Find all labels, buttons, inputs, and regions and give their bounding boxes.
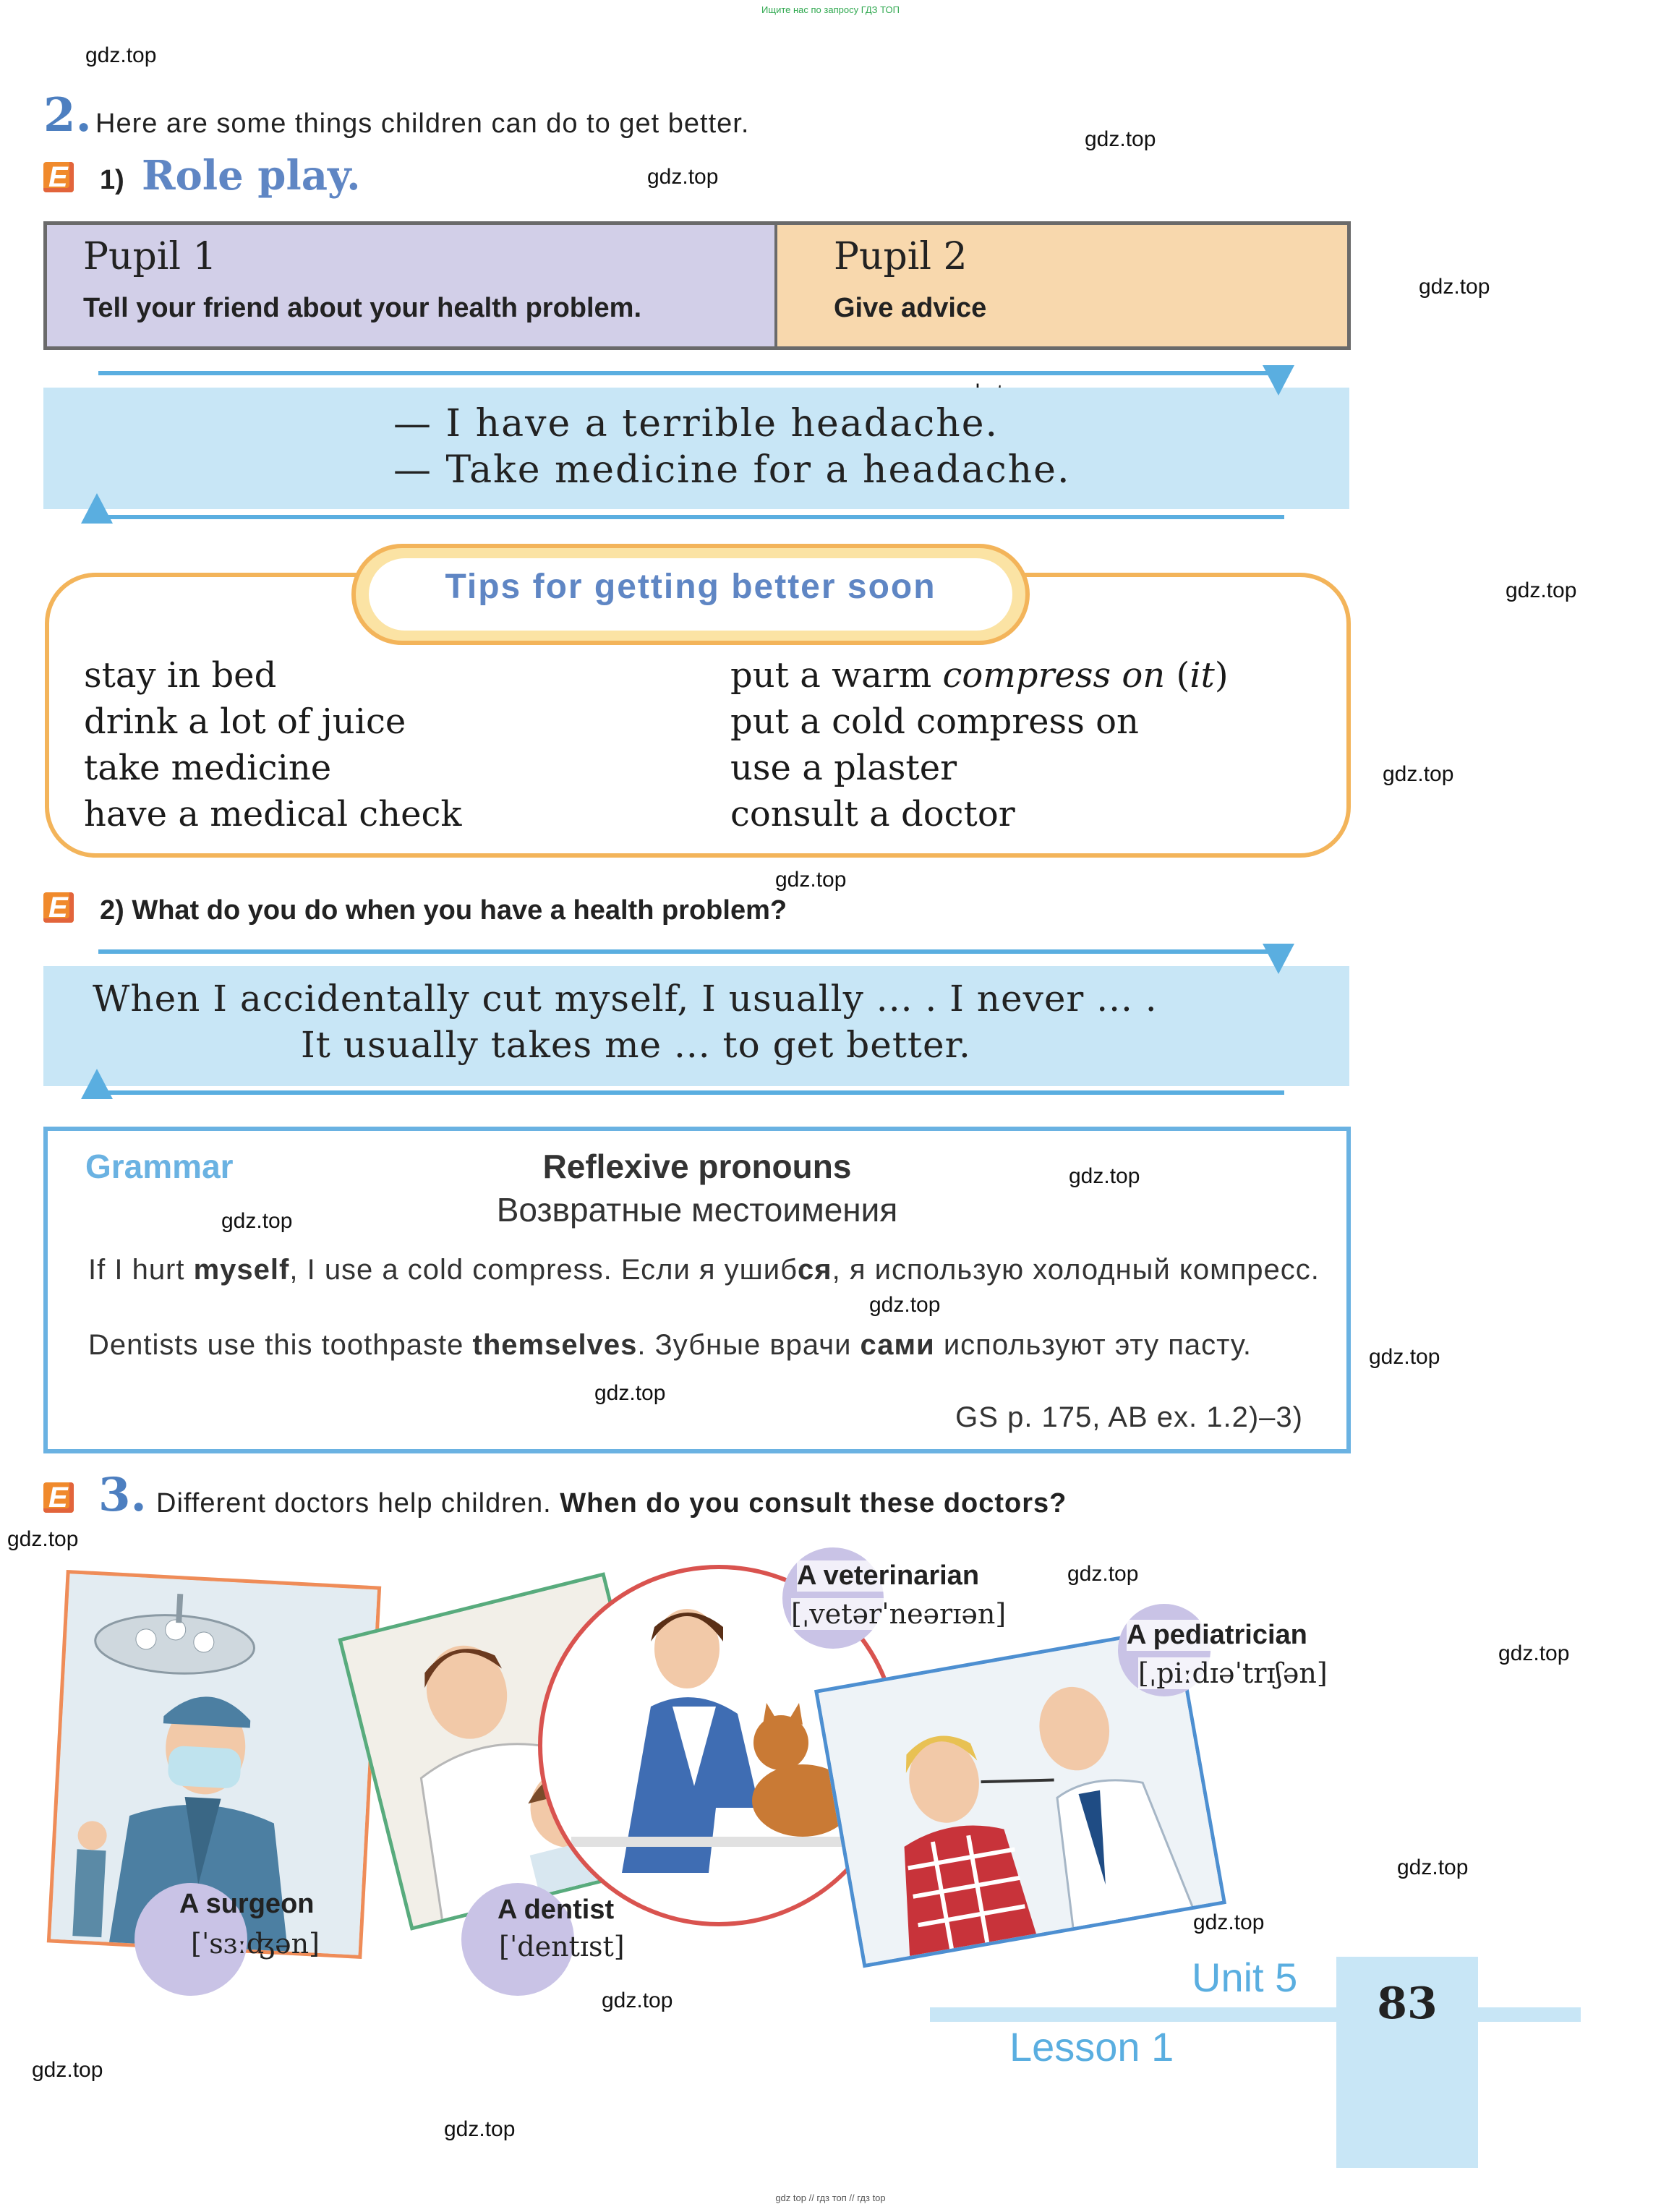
ex1-bold: myself (193, 1254, 290, 1286)
dentist-ipa: [ˈdentɪst] (499, 1931, 625, 1963)
grammar-label: Grammar (85, 1148, 234, 1185)
pupil1-task: Tell your friend about your health problem. (83, 293, 642, 323)
pediatrician-ipa: [ˌpiːdɪəˈtrɪʃən] (1138, 1657, 1328, 1689)
watermark: gdz.top (1369, 1345, 1440, 1369)
arrow-up-icon (81, 493, 113, 524)
grammar-example-1 (88, 1251, 1332, 1289)
band-line-top (98, 371, 1284, 375)
band-line-bottom (98, 1090, 1284, 1095)
watermark: gdz.top (32, 2058, 103, 2082)
watermark: gdz.top (7, 1527, 79, 1551)
watermark: gdz.top (602, 1989, 673, 2012)
pupil2-task: Give advice (834, 293, 987, 323)
dentist-label: A dentist (498, 1895, 615, 1925)
pediatrician-label: A pediatrician (1127, 1620, 1307, 1650)
watermark: gdz.top (1506, 578, 1577, 602)
answer-line-1: When I accidentally cut myself, I usually ... . I never ... . (93, 978, 1158, 1020)
role-play-panel (43, 221, 1351, 350)
ex1-text: If I hurt (88, 1254, 194, 1286)
watermark: gdz.top (1419, 275, 1490, 299)
footer-band (930, 2007, 1581, 2022)
exercise-number: 3. (98, 1468, 147, 1522)
tip-right-1-paren-close: ) (1214, 655, 1229, 696)
pupil1-title: Pupil 1 (83, 235, 217, 278)
ex3-question: When do you consult these doctors? (560, 1488, 1067, 1519)
grammar-title-ru: Возвратные местоимения (496, 1191, 898, 1229)
part2-question: 2) What do you do when you have a health problem? (100, 895, 787, 926)
grammar-reference: GS p. 175, AB ex. 1.2)–3) (955, 1401, 1303, 1433)
watermark: gdz.top (594, 1381, 666, 1405)
answer-line-2: It usually takes me ... to get better. (301, 1024, 971, 1066)
watermark: gdz.top (1067, 1562, 1139, 1586)
grammar-example-2 (88, 1326, 1332, 1364)
ex1-bold: ся (798, 1254, 832, 1286)
e-task-icon (43, 892, 74, 923)
tip-right-1-paren: ( (1165, 655, 1190, 696)
tip-right-1-text: put a warm (730, 655, 943, 696)
tip-left-2: drink a lot of juice (84, 701, 406, 742)
ex1-text: , я использую холодный компресс. (832, 1254, 1320, 1286)
e-task-icon (43, 162, 74, 192)
pupil2-title: Pupil 2 (834, 235, 968, 278)
tip-right-1-it: it (1190, 655, 1215, 696)
watermark: gdz.top (1397, 1856, 1469, 1879)
tip-right-3: use a plaster (730, 748, 957, 788)
lesson-label: Lesson 1 (1009, 2024, 1174, 2070)
tips-title: Tips for getting better soon (445, 568, 936, 606)
ex3-text: Different doctors help children. (156, 1488, 560, 1519)
dialog-line-1: — I have a terrible headache. (393, 402, 999, 445)
arrow-down-icon (1263, 944, 1294, 974)
page-number: 83 (1377, 1978, 1438, 2029)
part-title: Role play. (142, 152, 361, 200)
tip-left-4: have a medical check (84, 794, 462, 834)
watermark: gdz.top (1498, 1641, 1570, 1665)
watermark: gdz.top (221, 1209, 293, 1233)
grammar-box (43, 1127, 1351, 1453)
ex2-text: . Зубные врачи (637, 1329, 861, 1361)
watermark: gdz.top (1085, 127, 1156, 151)
e-task-icon (43, 1482, 74, 1513)
band-line-top (98, 949, 1284, 954)
watermark: gdz.top (775, 868, 847, 892)
tip-right-1 (730, 655, 1229, 696)
veterinarian-ipa: [ˌvetərˈneərɪən] (791, 1598, 1007, 1630)
exercise-3-text (156, 1488, 1067, 1519)
watermark: gdz.top (869, 1293, 941, 1317)
unit-label: Unit 5 (1192, 1955, 1298, 2000)
tip-left-3: take medicine (84, 748, 332, 788)
pupil1-panel (47, 225, 777, 346)
ex1-text: , I use a cold compress. Если я ушиб (289, 1254, 798, 1286)
arrow-down-icon (1263, 365, 1294, 396)
surgeon-label: A surgeon (179, 1889, 315, 1919)
part-number: 1) (100, 165, 124, 195)
tip-right-1-italic: compress on (942, 655, 1166, 696)
watermark: gdz.top (1383, 762, 1454, 786)
tip-right-2: put a cold compress on (730, 701, 1139, 742)
watermark: gdz.top (85, 43, 157, 67)
dialog-line-2: — Take medicine for a headache. (393, 448, 1071, 492)
ex2-bold: themselves (472, 1329, 638, 1361)
tip-right-4: consult a doctor (730, 794, 1015, 834)
watermark: gdz.top (444, 2117, 516, 2141)
watermark: gdz.top (647, 165, 719, 189)
surgeon-ipa: [ˈsɜːʤən] (191, 1928, 320, 1960)
band-line-bottom (98, 515, 1284, 519)
grammar-title-en: Reflexive pronouns (542, 1148, 852, 1185)
watermark: gdz.top (1193, 1910, 1265, 1934)
exercise-intro: Here are some things children can do to get better. (95, 108, 750, 139)
ex2-text: Dentists use this toothpaste (88, 1329, 473, 1361)
watermark: gdz.top (1069, 1164, 1140, 1188)
tip-left-1: stay in bed (84, 655, 277, 696)
ex2-bold: сами (860, 1329, 935, 1361)
bottom-note: gdz top // гдз топ // гдз top (775, 2192, 886, 2203)
veterinarian-label: A veterinarian (797, 1560, 980, 1591)
ex2-text: используют эту пасту. (934, 1329, 1252, 1361)
exercise-number: 2. (43, 88, 92, 142)
top-note: Ищите нас по запросу ГДЗ ТОП (761, 4, 900, 15)
arrow-up-icon (81, 1069, 113, 1099)
